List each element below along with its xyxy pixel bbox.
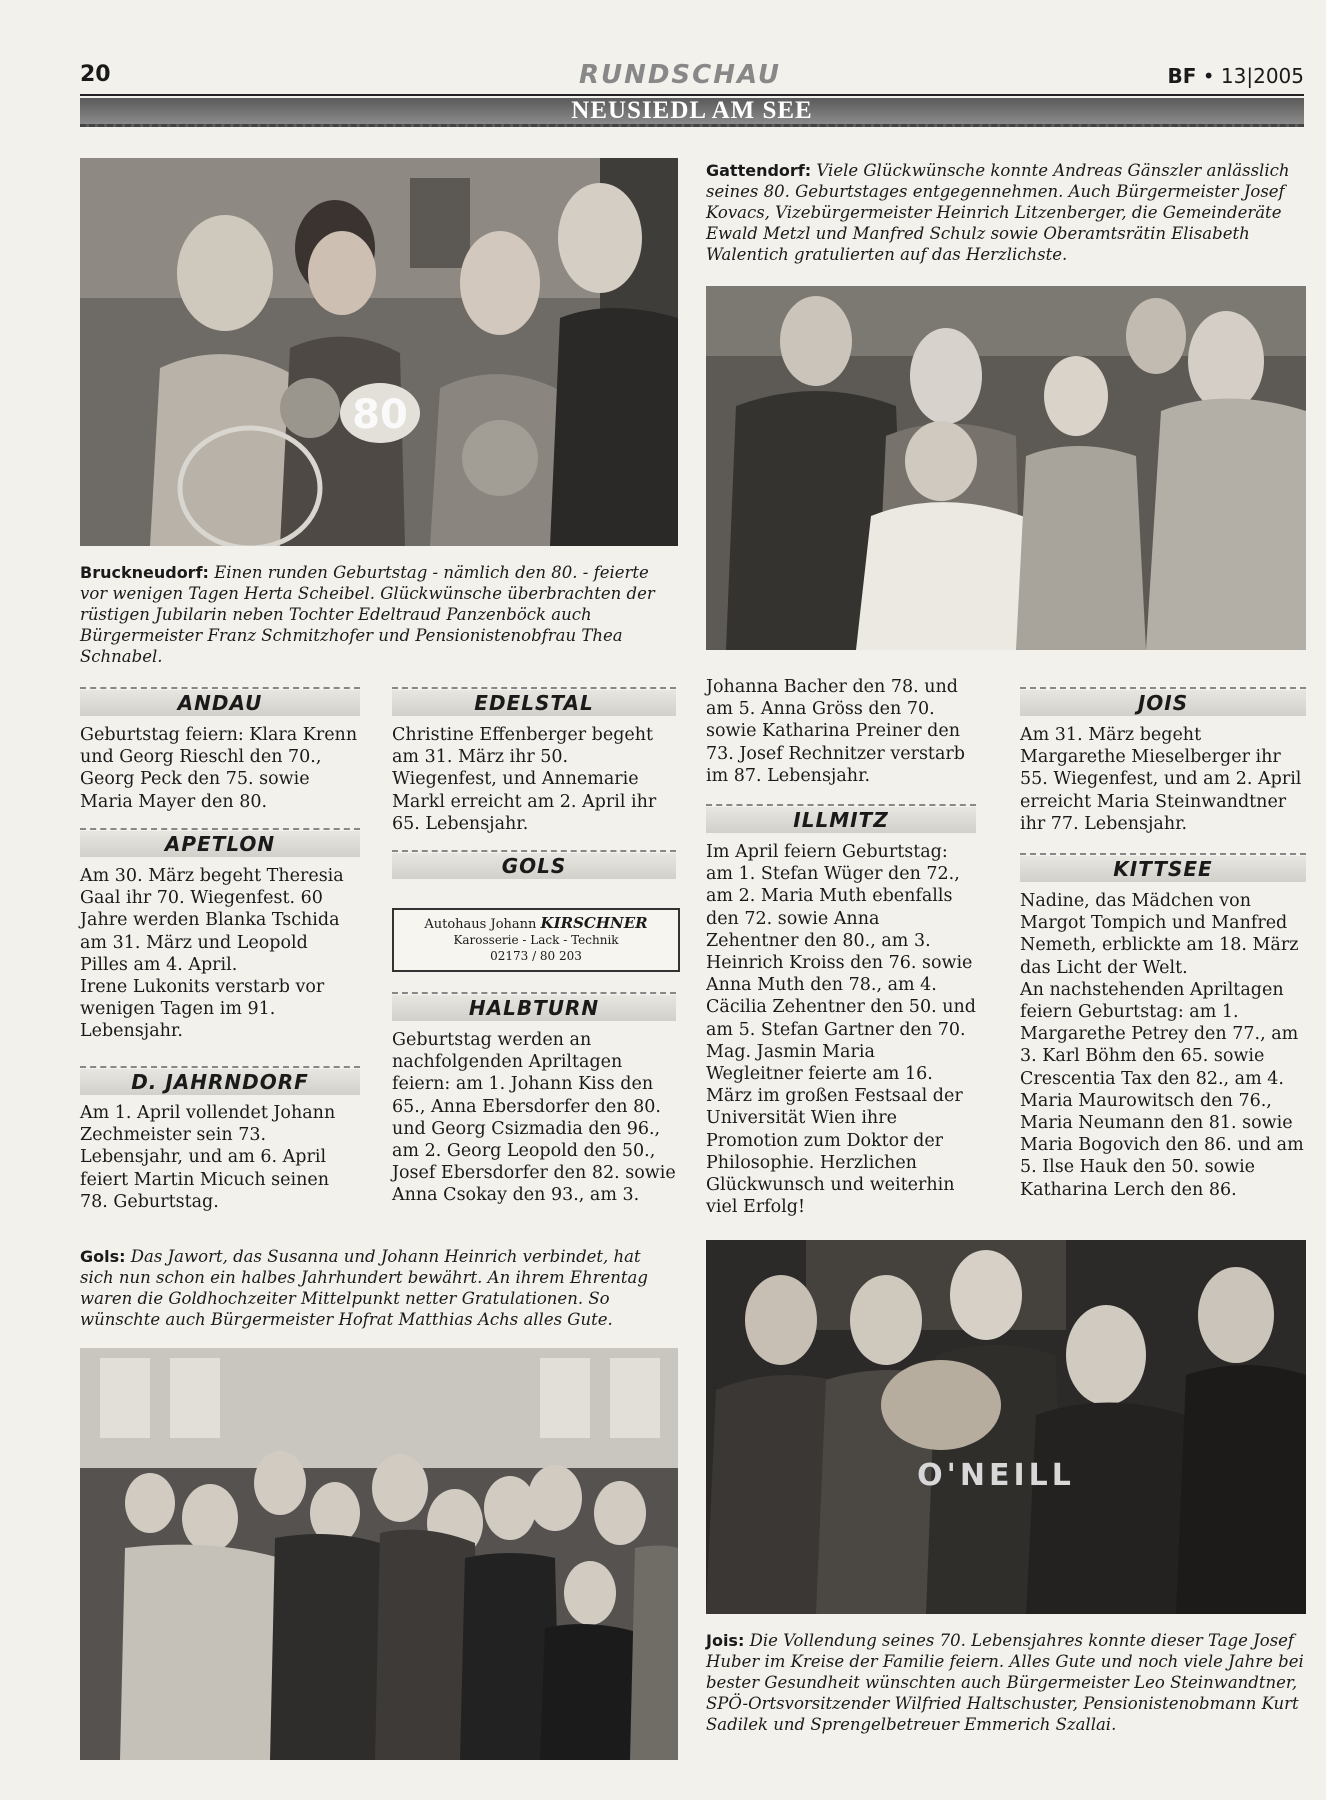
ad-owner: Johann xyxy=(490,917,537,932)
caption-gattendorf-text: Viele Glückwünsche konnte Andreas Gänszler anlässlich seines 80. Geburtstages entgegennehmen. Auch Bürgermeister Josef Kovacs, Vizebürgermeister Heinrich Litzenberger, die Gemeinderäte Ewald Metzl und Manfred Schulz sowie Oberamtsrätin Elisabeth Walentich gratulierten auf das Herzlichste. xyxy=(706,161,1290,264)
section-name: RUNDSCHAU xyxy=(578,60,782,90)
section-djahrndorf-title: D. JAHRNDORF xyxy=(80,1069,360,1095)
photo-jois xyxy=(706,1240,1306,1614)
section-kittsee-text-2: An nachstehenden Apriltagen feiern Geburtstag: am 1. Margarethe Petrey den 77., am 3. Karl Böhm den 65. sowie Crescentia Tax den 82., am 4. Maria Maurowitsch den 76., Maria Neumann den 81. sowie Maria Bogovich den 86. und am 5. Ilse Hauk den 50. sowie Katharina Lerch den 86. xyxy=(1020,979,1304,1200)
issue-bullet: • xyxy=(1202,64,1215,88)
caption-bruckneudorf-place: Bruckneudorf: xyxy=(80,563,209,582)
photo-gols xyxy=(80,1348,678,1760)
section-apetlon-title: APETLON xyxy=(80,831,360,857)
caption-bruckneudorf xyxy=(80,562,678,667)
ad-prefix: Autohaus xyxy=(424,917,487,932)
section-kittsee-head xyxy=(1020,851,1306,883)
section-jois-head xyxy=(1020,685,1306,717)
region-title: NEUSIEDL AM SEE xyxy=(571,97,813,124)
section-halbturn-head xyxy=(392,990,676,1022)
section-kittsee-text-1: Nadine, das Mädchen von Margot Tompich und Manfred Nemeth, erblickte am 18. März das Licht der Welt. xyxy=(1020,891,1299,978)
section-kittsee-text xyxy=(1020,890,1306,1201)
section-illmitz-head xyxy=(706,802,976,834)
section-illmitz-text xyxy=(706,841,976,1218)
shirt-text: O'NEILL xyxy=(917,1458,1075,1493)
caption-gols xyxy=(80,1246,678,1330)
caption-gols-place: Gols: xyxy=(80,1247,126,1266)
region-band xyxy=(80,98,1304,127)
page-number: 20 xyxy=(80,62,111,87)
section-edelstal-text: Christine Effenberger begeht am 31. März ihr 50. Wiegenfest, und Annemarie Markl erreicht am 2. April ihr 65. Lebensjahr. xyxy=(392,725,657,834)
ad-services: Karosserie - Lack - Technik xyxy=(453,933,619,947)
caption-jois-text: Die Vollendung seines 70. Lebensjahres konnte dieser Tage Josef Huber im Kreise der Familie feiern. Alles Gute und noch viele Jahre bei bester Gesundheit wünschten auch Bürgermeister Leo Steinwandtner, SPÖ-Ortsvorsitzender Wilfried Haltschuster, Pensionistenobmann Kurt Sadilek und Sprengelbetreuer Emmerich Szallai. xyxy=(706,1631,1304,1734)
section-jois-title: JOIS xyxy=(1020,690,1306,716)
photo-gattendorf xyxy=(706,286,1306,650)
photo-bruckneudorf xyxy=(80,158,678,546)
caption-gattendorf-place: Gattendorf: xyxy=(706,161,812,180)
section-apetlon-text xyxy=(80,865,360,1043)
section-illmitz-text-1: Im April feiern Geburtstag: am 1. Stefan Wüger den 72., am 2. Maria Muth ebenfalls den 72. sowie Anna Zehentner den 80., am 3. Heinrich Kroiss den 76. sowie Anna Muth den 78., am 4. Cäcilia Zehentner den 50. und am 5. Stefan Gartner den 70. xyxy=(706,842,976,1040)
section-andau-text: Geburtstag feiern: Klara Krenn und Georg Rieschl den 70., Georg Peck den 75. sowie Maria Mayer den 80. xyxy=(80,725,358,812)
cake-number: 80 xyxy=(352,392,408,438)
section-andau-head xyxy=(80,685,360,717)
issue-info xyxy=(1167,64,1304,88)
section-edelstal-title: EDELSTAL xyxy=(392,690,676,716)
section-halbturn-text: Geburtstag werden an nachfolgenden Apriltagen feiern: am 1. Johann Kiss den 65., Anna Ebersdorfer den 80. und Georg Csizmadia den 96., am 2. Georg Leopold den 50., Josef Ebersdorfer den 82. sowie Anna Csokay den 93., am 3. xyxy=(392,1030,676,1206)
section-gols-head xyxy=(392,848,676,880)
section-andau-title: ANDAU xyxy=(80,690,360,716)
section-djahrndorf-head xyxy=(80,1064,360,1096)
issue-bf: BF xyxy=(1167,64,1197,88)
section-edelstal-head xyxy=(392,685,676,717)
ad-brand: KIRSCHNER xyxy=(540,914,648,932)
caption-gattendorf xyxy=(706,160,1306,265)
section-apetlon-text-2: Irene Lukonits verstarb vor wenigen Tagen im 91. Lebensjahr. xyxy=(80,977,325,1042)
section-gols-title: GOLS xyxy=(392,853,676,879)
ad-phone: 02173 / 80 203 xyxy=(490,949,582,963)
caption-bruckneudorf-text: Einen runden Geburtstag - nämlich den 80. - feierte vor wenigen Tagen Herta Scheibel. Glückwünsche überbrachten der rüstigen Jubilarin neben Tochter Edeltraud Panzenböck auch Bürgermeister Franz Schmitzhofer und Pensionistenobfrau Thea Schnabel. xyxy=(80,563,655,666)
section-illmitz-text-2: Mag. Jasmin Maria Wegleitner feierte am 16. März im großen Festsaal der Universität Wien ihre Promotion zum Doktor der Philosophie. Herzlichen Glückwunsch und weiterhin viel Erfolg! xyxy=(706,1041,963,1218)
header-rule xyxy=(80,94,1304,96)
section-apetlon-head xyxy=(80,826,360,858)
ad-headline xyxy=(394,914,678,932)
section-kittsee-title: KITTSEE xyxy=(1020,856,1306,882)
section-djahrndorf-text: Am 1. April vollendet Johann Zechmeister sein 73. Lebensjahr, und am 6. April feiert Martin Micuch seinen 78. Geburtstag. xyxy=(80,1103,336,1212)
section-apetlon-text-1: Am 30. März begeht Theresia Gaal ihr 70. Wiegenfest. 60 Jahre werden Blanka Tschida am 31. März und Leopold Pilles am 4. April. xyxy=(80,866,344,975)
section-halbturn-title: HALBTURN xyxy=(392,995,676,1021)
caption-jois xyxy=(706,1630,1306,1735)
section-halbturn-continued: Johanna Bacher den 78. und am 5. Anna Gröss den 70. sowie Katharina Preiner den 73. Josef Rechnitzer verstarb im 87. Lebensjahr. xyxy=(706,677,965,786)
issue-number: 13|2005 xyxy=(1220,64,1304,88)
ad-kirschner xyxy=(392,908,680,972)
section-jois-text: Am 31. März begeht Margarethe Mieselberger ihr 55. Wiegenfest, und am 2. April erreicht Maria Steinwandtner ihr 77. Lebensjahr. xyxy=(1020,725,1302,834)
caption-jois-place: Jois: xyxy=(706,1631,745,1650)
caption-gols-text: Das Jawort, das Susanna und Johann Heinrich verbindet, hat sich nun schon ein halbes Jahrhundert bewährt. An ihrem Ehrentag waren die Goldhochzeiter Mittelpunkt netter Gratulationen. So wünschte auch Bürgermeister Hofrat Matthias Achs alles Gute. xyxy=(80,1247,648,1329)
section-illmitz-title: ILLMITZ xyxy=(706,807,976,833)
